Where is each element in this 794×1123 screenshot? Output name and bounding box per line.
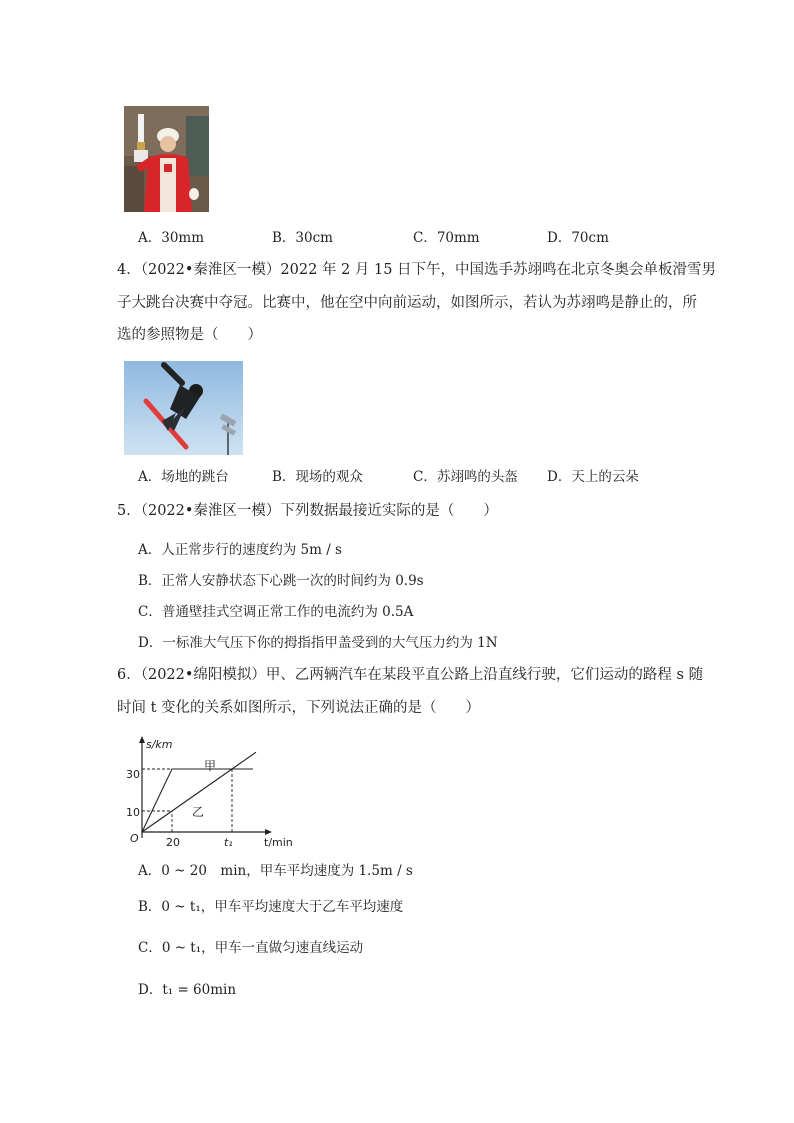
q6-stem-line-2: 时间 t 变化的关系如图所示，下列说法正确的是（ ） — [117, 700, 481, 716]
q5-option-a: A．人正常步行的速度约为 5m / s — [138, 542, 342, 558]
q5-option-d: D．一标准大气压下你的拇指指甲盖受到的大气压力约为 1N — [138, 635, 498, 651]
torch-bearer-photo — [124, 106, 209, 212]
torch-bearer-illustration — [124, 106, 209, 212]
series-label-yi: 乙 — [192, 805, 205, 819]
snowboarder-illustration — [124, 361, 243, 455]
q6-option-a: A．0 ~ 20 min，甲车平均速度为 1.5m / s — [138, 863, 413, 879]
x-tick-label: t₁ — [224, 836, 233, 849]
series-label-jia: 甲 — [204, 759, 217, 773]
q4-stem-line-3: 选的参照物是（ ） — [117, 327, 262, 343]
q6-stem-line-1: 6．（2022•绵阳模拟）甲、乙两辆汽车在某段平直公路上沿直线行驶，它们运动的路程 s 随 — [117, 667, 704, 683]
q4-stem-line-2: 子大跳台决赛中夺冠。比赛中，他在空中向前运动，如图所示，若认为苏翊鸣是静止的，所 — [117, 295, 697, 311]
x-tick-label: 20 — [166, 836, 180, 849]
y-axis-label: s/km — [146, 738, 173, 751]
q6-option-d: D．t₁ = 60min — [138, 982, 237, 998]
snowboarder-photo — [124, 361, 243, 455]
x-axis-label: t/min — [264, 836, 293, 849]
y-axis-arrow — [139, 736, 145, 743]
q4-option-b: B．现场的观众 — [272, 469, 363, 485]
q6-option-b: B．0 ~ t₁，甲车平均速度大于乙车平均速度 — [138, 899, 404, 915]
distance-time-graph — [128, 734, 298, 852]
y-tick-label: 30 — [126, 768, 140, 781]
q5-option-b: B．正常人安静状态下心跳一次的时间约为 0.9s — [138, 573, 424, 589]
q3-option-a: A．30mm — [138, 230, 205, 246]
origin-label: O — [130, 832, 139, 845]
q4-option-c: C．苏翊鸣的头盔 — [413, 469, 518, 485]
q3-option-b: B．30cm — [272, 230, 333, 246]
q3-option-c: C．70mm — [413, 230, 480, 246]
q5-option-c: C．普通壁挂式空调正常工作的电流约为 0.5A — [138, 604, 414, 620]
series-line-jia — [142, 769, 253, 832]
q6-option-c: C．0 ~ t₁，甲车一直做匀速直线运动 — [138, 940, 364, 956]
y-tick-label: 10 — [126, 806, 140, 819]
q5-stem: 5．（2022•秦淮区一模）下列数据最接近实际的是（ ） — [117, 503, 498, 519]
q4-option-a: A．场地的跳台 — [138, 469, 229, 485]
q4-stem-line-1: 4．（2022•秦淮区一模）2022 年 2 月 15 日下午，中国选手苏翊鸣在北京冬奥会单板滑雪男 — [117, 262, 717, 278]
series-line-yi — [142, 752, 256, 832]
q3-option-d: D．70cm — [547, 230, 609, 246]
q4-option-d: D．天上的云朵 — [547, 469, 639, 485]
x-axis-arrow — [265, 829, 272, 835]
